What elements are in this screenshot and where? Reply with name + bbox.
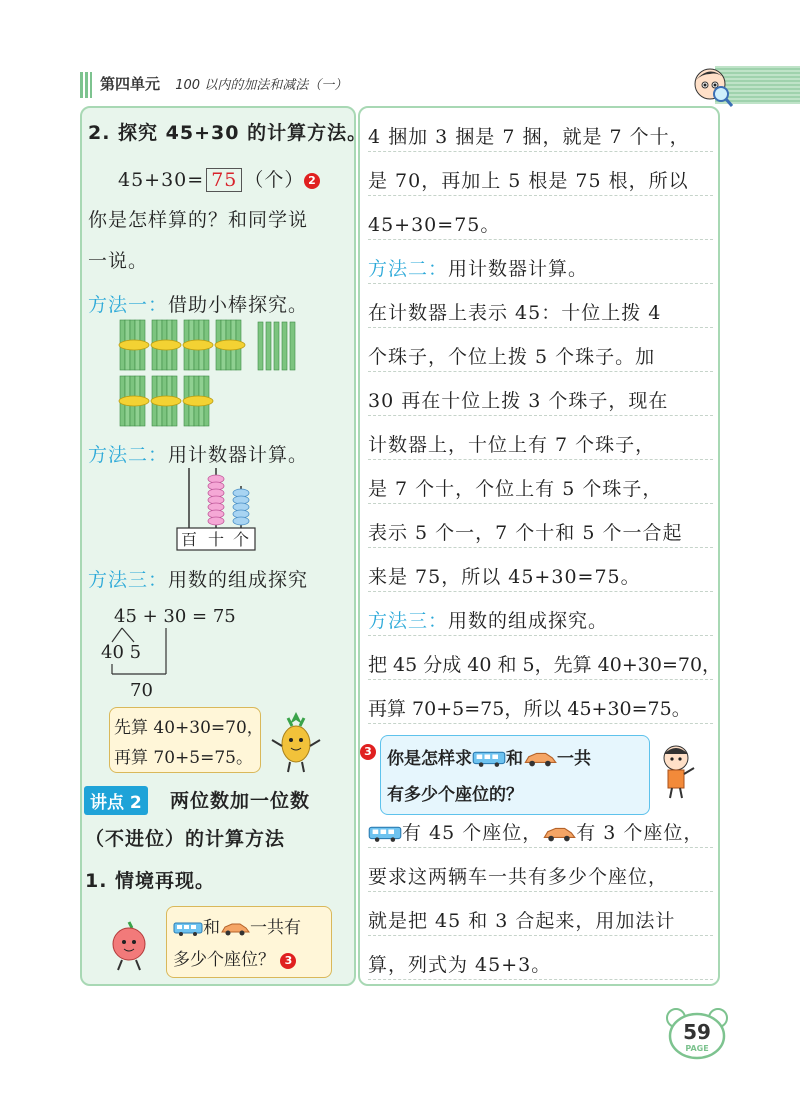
scene-and: 和 <box>203 918 220 938</box>
question-text-c: 一共 <box>557 749 591 769</box>
method-2-text: 用计数器计算。 <box>168 444 309 466</box>
answer-line: 算，列式为 45+3。 <box>368 950 713 980</box>
bus-icon <box>368 825 402 843</box>
question-line-2: 有多少个座位的？ <box>387 785 523 805</box>
right-line-3: 45+30=75。 <box>368 210 713 240</box>
right-method-2-text: 用计数器计算。 <box>448 258 589 280</box>
equation-prefix: 45+30= <box>118 169 205 191</box>
equation <box>118 165 320 192</box>
method-2-line: 表示 5 个一，7 个十和 5 个一合起 <box>368 518 713 548</box>
right-method-3 <box>368 606 713 636</box>
right-method-2 <box>368 254 713 284</box>
scene-title: 1. 情境再现。 <box>85 870 216 892</box>
method-2-line: 来是 75，所以 45+30=75。 <box>368 562 713 592</box>
method-3-line: 把 45 分成 40 和 5，先算 40+30=70， <box>368 650 713 680</box>
unit-subtitle: 100 以内的加法和减法（一） <box>175 78 348 93</box>
right-method-3-text: 用数的组成探究。 <box>448 610 609 632</box>
decomposition-split: 40 5 <box>101 642 142 663</box>
single-sticks <box>258 322 295 370</box>
method-1-text: 借助小棒探究。 <box>168 294 309 316</box>
stick-bundle <box>119 320 149 370</box>
scene-badge: 3 <box>280 953 296 969</box>
method-3-label: 方法三： <box>88 569 169 591</box>
scene-bubble-line-1 <box>173 913 301 938</box>
method-2-line: 30 再在十位上拨 3 个珠子，现在 <box>368 386 713 416</box>
boy-with-magnifier-icon <box>690 64 734 108</box>
method-2 <box>88 440 308 467</box>
stick-bundle <box>151 320 181 370</box>
scene-line-1-end: 一共有 <box>250 918 301 938</box>
unit-title <box>100 73 347 94</box>
scene-line-2-text: 多少个座位？ <box>173 950 275 970</box>
method-2-line: 个珠子，个位上拨 5 个珠子。加 <box>368 342 713 372</box>
method-3-text: 用数的组成探究 <box>168 569 309 591</box>
method-2-line: 计数器上，十位上有 7 个珠子， <box>368 430 713 460</box>
decomposition-equation: 45 + 30 = 75 <box>114 606 236 627</box>
decomposition-sum: 70 <box>130 680 153 701</box>
method-1-label: 方法一： <box>88 294 169 316</box>
question-text-a: 你是怎样求 <box>387 749 472 769</box>
hint-line-2: 再算 70+5=75。 <box>114 748 253 768</box>
car-icon <box>523 750 557 768</box>
right-line-1: 4 捆加 3 捆是 7 捆，就是 7 个十， <box>368 122 713 152</box>
answer-line: 要求这两辆车一共有多少个座位， <box>368 862 713 892</box>
point-title-line-1: 两位数加一位数 <box>170 790 311 812</box>
stick-bundle <box>119 376 149 426</box>
car-icon <box>542 825 576 843</box>
answer-line: 就是把 45 和 3 合起来，用加法计 <box>368 906 713 936</box>
abacus-label-hundreds: 百 <box>180 530 198 549</box>
abacus-label-ones: 个 <box>232 530 250 549</box>
stick-bundle <box>183 320 213 370</box>
question-badge: 3 <box>360 744 376 760</box>
apple-mascot-icon <box>104 918 154 974</box>
page-label: PAGE <box>685 1044 709 1053</box>
answer-line-1 <box>368 818 713 848</box>
page-number-badge <box>664 1006 730 1060</box>
pineapple-mascot-icon <box>268 710 324 774</box>
scene-bubble <box>166 906 332 978</box>
method-2-line: 在计数器上表示 45：十位上拨 4 <box>368 298 713 328</box>
counting-sticks-illustration <box>118 318 303 428</box>
question-text-b: 和 <box>506 749 523 769</box>
abacus-label-tens: 十 <box>207 530 225 549</box>
stick-bundle <box>215 320 245 370</box>
method-2-line: 是 7 个十，个位上有 5 个珠子， <box>368 474 713 504</box>
method-2-label: 方法二： <box>88 444 169 466</box>
question-line-1: 你是怎样算的？和同学说 <box>88 209 309 231</box>
question-line-2: 一说。 <box>88 250 149 272</box>
abacus-illustration <box>176 466 258 552</box>
point-tag: 讲点 2 <box>84 786 148 815</box>
right-method-2-label: 方法二： <box>368 258 449 280</box>
child-mascot-icon <box>656 742 700 800</box>
bus-icon <box>173 921 203 937</box>
method-3 <box>88 565 308 592</box>
page-header <box>80 68 735 102</box>
page-number: 59 <box>683 1020 711 1044</box>
method-1 <box>88 290 308 317</box>
bus-icon <box>472 750 506 768</box>
hint-bubble <box>109 707 264 773</box>
scene-bubble-line-2 <box>173 945 296 970</box>
right-method-3-label: 方法三： <box>368 610 449 632</box>
equation-badge: 2 <box>304 173 320 189</box>
answer-text-b: 有 3 个座位， <box>576 822 704 844</box>
question-line-1 <box>387 744 591 769</box>
question-bubble <box>380 735 650 815</box>
equation-answer: 75 <box>206 168 242 192</box>
stick-bundle <box>183 376 213 426</box>
stick-bundle <box>151 376 181 426</box>
point-title-line-2: （不进位）的计算方法 <box>85 828 286 850</box>
unit-label: 第四单元 <box>100 75 161 93</box>
method-3-line: 再算 70+5=75，所以 45+30=75。 <box>368 694 713 724</box>
section-2-title: 2. 探究 45+30 的计算方法。 <box>88 122 368 144</box>
car-icon <box>220 921 250 937</box>
header-stripes <box>80 72 92 98</box>
hint-line-1: 先算 40+30=70， <box>114 718 264 738</box>
equation-unit: （个） <box>244 169 305 191</box>
right-line-2: 是 70，再加上 5 根是 75 根，所以 <box>368 166 713 196</box>
answer-text-a: 有 45 个座位， <box>402 822 543 844</box>
